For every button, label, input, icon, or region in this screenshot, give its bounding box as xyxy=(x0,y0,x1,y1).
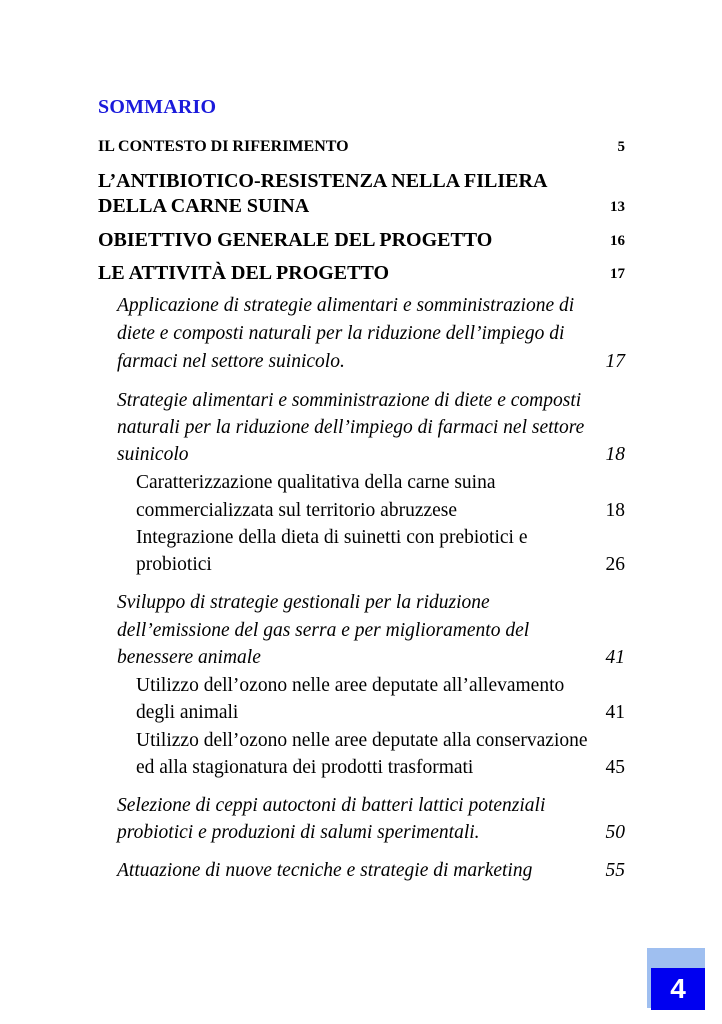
toc-entry-title-line: Applicazione di strategie alimentari e somministrazione di xyxy=(117,295,575,316)
toc-entry-title-line: Utilizzo dell’ozono nelle aree deputate all’allevamento xyxy=(136,675,565,696)
page-number-box xyxy=(651,968,705,1010)
page-number: 4 xyxy=(670,973,686,1004)
toc-entry-title-line: Integrazione della dieta di suinetti con prebiotici e xyxy=(136,527,528,548)
toc-entry-title-line: DELLA CARNE SUINA xyxy=(98,195,310,217)
toc-entry-title-line: Utilizzo dell’ozono nelle aree deputate alla conservazione xyxy=(136,730,588,751)
toc-entry-page: 5 xyxy=(617,139,625,155)
toc-entry-page: 26 xyxy=(605,554,625,575)
toc-entry-title-line: Caratterizzazione qualitativa della carne suina xyxy=(136,472,496,493)
toc-entry-title-line: Strategie alimentari e somministrazione di diete e composti xyxy=(117,390,582,411)
toc-entry-title-line: Attuazione di nuove tecniche e strategie di marketing xyxy=(117,860,533,881)
toc-entry-title-line: L’ANTIBIOTICO-RESISTENZA NELLA FILIERA xyxy=(98,170,548,192)
toc-entry-title-line: benessere animale xyxy=(117,647,261,668)
toc-entry-title-line: IL CONTESTO DI RIFERIMENTO xyxy=(98,138,349,155)
toc-entry-page: 17 xyxy=(610,266,625,282)
toc-entry-title-line: OBIETTIVO GENERALE DEL PROGETTO xyxy=(98,229,493,251)
toc-entry-title-line: diete e composti naturali per la riduzione dell’impiego di xyxy=(117,323,565,344)
toc-entry-page: 16 xyxy=(610,233,625,249)
toc-entry-title-line: ed alla stagionatura dei prodotti trasformati xyxy=(136,757,474,778)
toc-entry-page: 18 xyxy=(605,500,625,521)
toc-entry-title-line: farmaci nel settore suinicolo. xyxy=(117,351,345,372)
toc-entry-title-line: probiotici xyxy=(136,554,212,575)
toc-entry-title-line: degli animali xyxy=(136,702,239,723)
toc-entry-title-line: Sviluppo di strategie gestionali per la riduzione xyxy=(117,592,490,613)
toc-entry-title-line: probiotici e produzioni di salumi sperimentali. xyxy=(117,822,480,843)
toc-entry-title-line: commercializzata sul territorio abruzzese xyxy=(136,500,458,521)
toc-entry-page: 41 xyxy=(605,647,625,668)
toc-entry-page: 41 xyxy=(605,702,625,723)
toc-entry-title-line: Selezione di ceppi autoctoni di batteri lattici potenziali xyxy=(117,795,546,816)
toc-entry-page: 17 xyxy=(605,351,625,372)
toc-entry-title-line: naturali per la riduzione dell’impiego di farmaci nel settore xyxy=(117,417,585,438)
toc-entry-title-line: suinicolo xyxy=(117,444,189,465)
toc-heading: SOMMARIO xyxy=(98,96,217,118)
toc-entry-title-line: LE ATTIVITÀ DEL PROGETTO xyxy=(98,262,390,284)
toc-entry-page: 50 xyxy=(605,822,625,843)
toc-entry-page: 55 xyxy=(605,860,625,881)
toc-entry-page: 13 xyxy=(610,199,625,215)
toc-entry-page: 45 xyxy=(605,757,625,778)
toc-entry-title-line: dell’emissione del gas serra e per miglioramento del xyxy=(117,620,530,641)
toc-entry-page: 18 xyxy=(605,444,625,465)
